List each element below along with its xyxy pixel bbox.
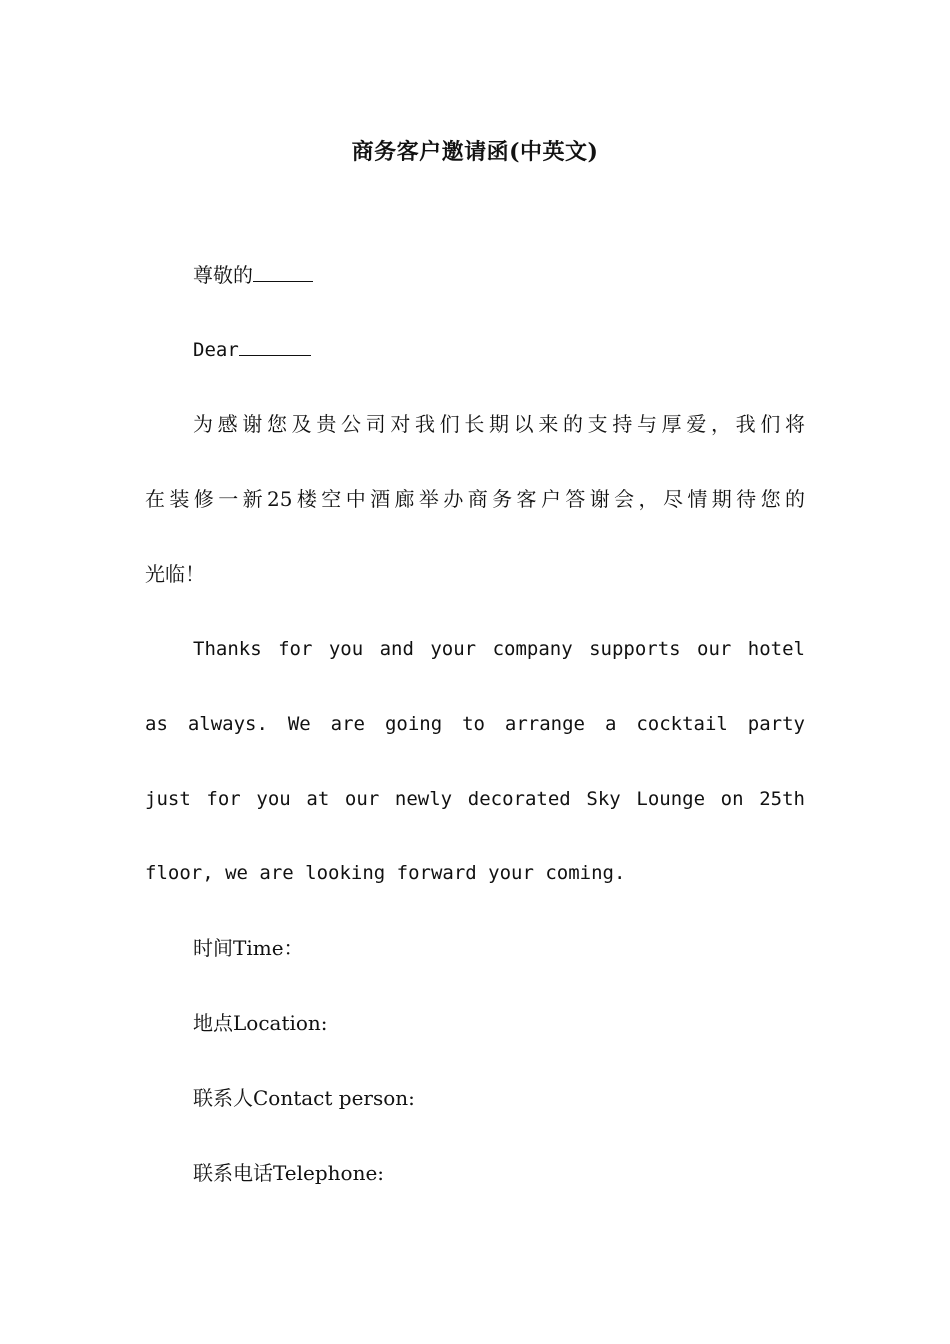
body-chinese-line-2: 在装修一新25楼空中酒廊举办商务客户答谢会，尽情期待您的 — [145, 487, 805, 511]
body-english-line-1: Thanks for you and your company supports our hotel — [193, 638, 805, 660]
body-chinese-line-1: 为感谢您及贵公司对我们长期以来的支持与厚爱，我们将 — [193, 412, 805, 436]
body-english-line-4: floor, we are looking forward your coming. — [145, 862, 626, 884]
body-chinese-line-3: 光临！ — [145, 562, 205, 586]
recipient-name-blank-cn[interactable] — [253, 263, 313, 282]
field-time: 时间Time： — [193, 936, 304, 960]
recipient-name-blank-en[interactable] — [239, 337, 311, 356]
salutation-chinese-text: 尊敬的 — [193, 263, 253, 287]
field-telephone: 联系电话Telephone: — [193, 1161, 385, 1185]
field-contact-person: 联系人Contact person: — [193, 1086, 415, 1110]
body-english-line-3: just for you at our newly decorated Sky Lounge on 25th — [145, 788, 805, 810]
salutation-chinese — [193, 260, 805, 290]
salutation-english — [193, 335, 805, 365]
salutation-english-text: Dear — [193, 339, 239, 361]
document-title: 商务客户邀请函(中英文) — [351, 139, 599, 165]
body-english-line-2: as always. We are going to arrange a cocktail party — [145, 713, 805, 735]
field-location: 地点Location: — [193, 1011, 328, 1035]
